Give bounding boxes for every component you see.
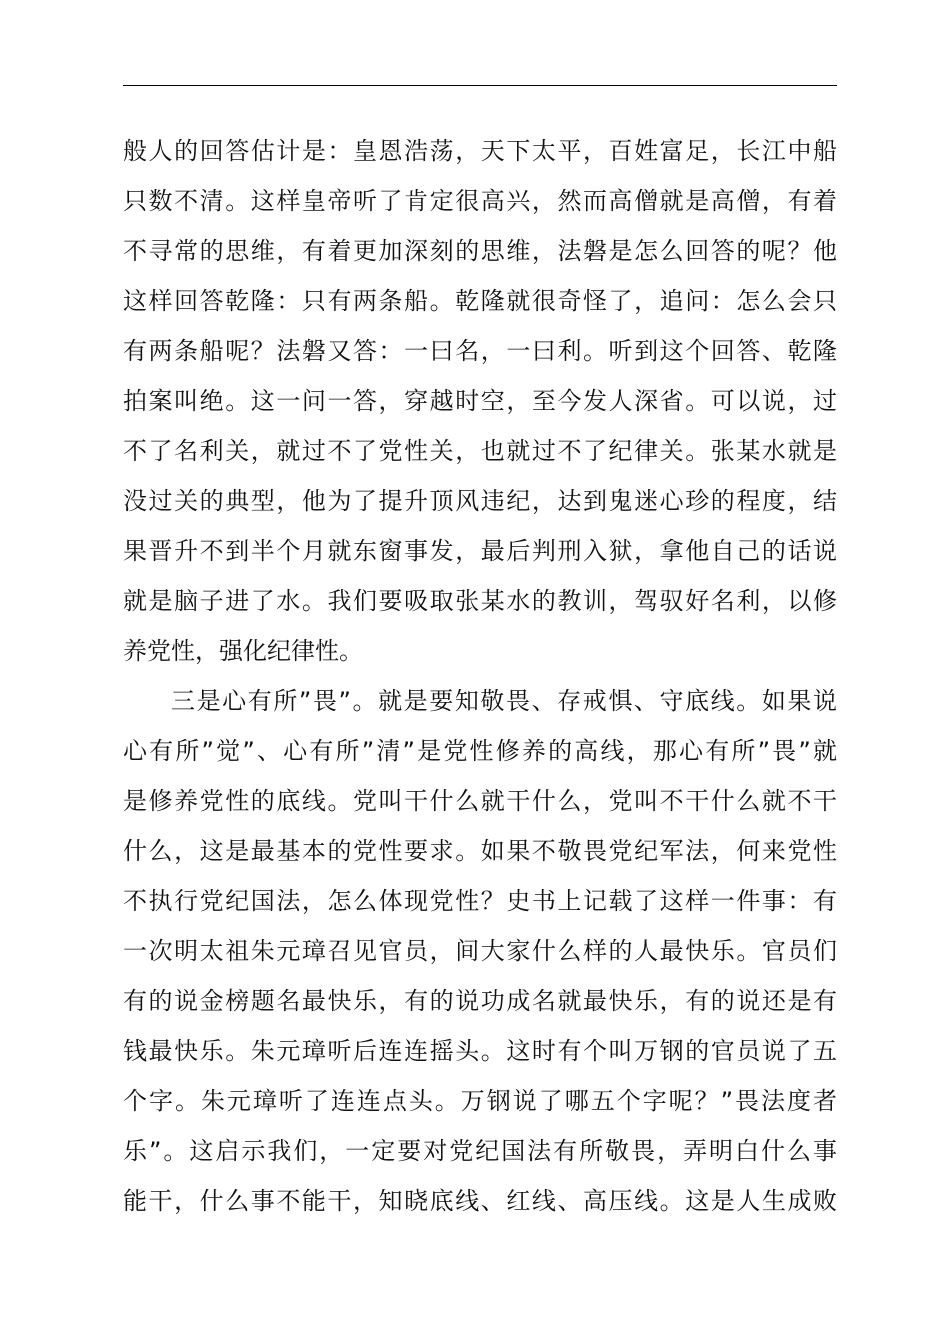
text-line: 不寻常的思维，有着更加深刻的思维，法磐是怎么回答的呢？他 xyxy=(123,237,837,265)
text-line: 拍案叫绝。这一问一答，穿越时空，至今发人深省。可以说，过 xyxy=(123,387,837,415)
paragraph-end-line: 养党性，强化纪律性。 xyxy=(123,637,363,665)
text-line: 一次明太祖朱元璋召见官员，间大家什么样的人最快乐。官员们 xyxy=(123,937,837,965)
document-body xyxy=(123,126,837,1226)
text-line: 有的说金榜题名最快乐，有的说功成名就最快乐，有的说还是有 xyxy=(123,987,837,1015)
text-line: 般人的回答估计是：皇恩浩荡，天下太平，百姓富足，长江中船 xyxy=(123,137,837,165)
text-line: 什么，这是最基本的党性要求。如果不敬畏党纪军法，何来党性 xyxy=(123,837,837,865)
text-line: 不了名利关，就过不了党性关，也就过不了纪律关。张某水就是 xyxy=(123,437,837,465)
text-line: 钱最快乐。朱元璋听后连连摇头。这时有个叫万钢的官员说了五 xyxy=(123,1037,837,1065)
text-line: 乐”。这启示我们，一定要对党纪国法有所敬畏，弄明白什么事 xyxy=(123,1137,837,1165)
text-line: 心有所”觉”、心有所”清”是党性修养的高线，那心有所”畏”就 xyxy=(123,737,837,765)
text-line: 没过关的典型，他为了提升顶风违纪，达到鬼迷心珍的程度，结 xyxy=(123,487,837,515)
text-line: 个字。朱元璋听了连连点头。万钢说了哪五个字呢？”畏法度者 xyxy=(123,1087,837,1115)
text-line: 能干，什么事不能干，知晓底线、红线、高压线。这是人生成败 xyxy=(123,1187,837,1215)
text-line: 有两条船呢？法磐又答：一曰名，一曰利。听到这个回答、乾隆 xyxy=(123,337,837,365)
text-line: 是修养党性的底线。党叫干什么就干什么，党叫不干什么就不干 xyxy=(123,787,837,815)
text-line: 就是脑子进了水。我们要吸取张某水的教训，驾驭好名利，以修 xyxy=(123,587,837,615)
text-line: 不执行党纪国法，怎么体现党性？史书上记载了这样一件事：有 xyxy=(123,887,837,915)
text-line: 这样回答乾隆：只有两条船。乾隆就很奇怪了，追问：怎么会只 xyxy=(123,287,837,315)
header-rule xyxy=(123,85,837,86)
text-line: 只数不清。这样皇帝听了肯定很高兴，然而高僧就是高僧，有着 xyxy=(123,187,837,215)
paragraph-start-line: 三是心有所”畏”。就是要知敬畏、存戒惧、守底线。如果说 xyxy=(171,687,837,715)
text-line: 果晋升不到半个月就东窗事发，最后判刑入狱，拿他自己的话说 xyxy=(123,537,837,565)
